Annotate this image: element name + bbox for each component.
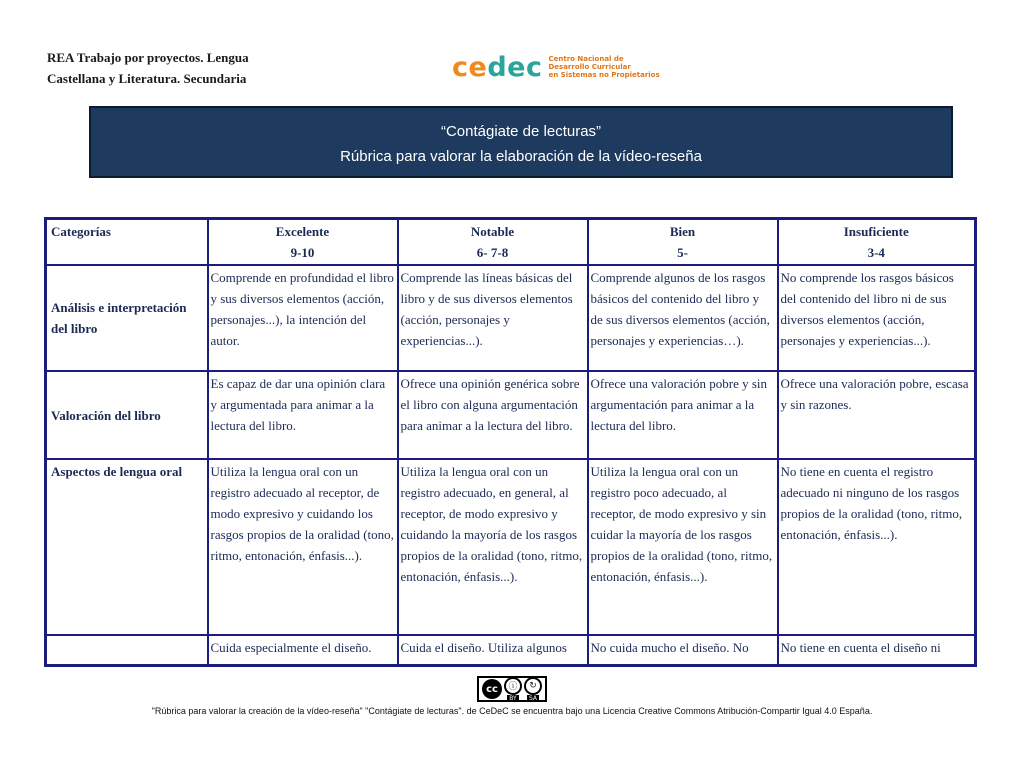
title-line-1: “Contágiate de lecturas” bbox=[440, 123, 602, 140]
table-cell: Ofrece una valoración pobre, escasa y sin razones. bbox=[778, 371, 976, 459]
table-cell: Utiliza la lengua oral con un registro adecuado al receptor, de modo expresivo y cuidando los rasgos propios de la oralidad (tono, ritmo, entonación, énfasis...). bbox=[208, 459, 398, 635]
header-categories: Categorías bbox=[46, 219, 208, 266]
table-cell: Utiliza la lengua oral con un registro adecuado, en general, al receptor, de modo expresivo y cuidando la mayoría de los rasgos propios de la oralidad (tono, ritmo, entonación, énfasis...). bbox=[398, 459, 588, 635]
table-cell: Ofrece una opinión genérica sobre el libro con alguna argumentación para animar a la lectura del libro. bbox=[398, 371, 588, 459]
table-cell: Es capaz de dar una opinión clara y argumentada para animar a la lectura del libro. bbox=[208, 371, 398, 459]
cc-license-badge[interactable]: cc ⓘ BY ↻ SA bbox=[477, 676, 547, 702]
cc-icon: cc bbox=[482, 679, 502, 699]
header-insuficiente: Insuficiente 3-4 bbox=[778, 219, 976, 266]
header-line-1: REA Trabajo por proyectos. Lengua bbox=[47, 50, 249, 65]
table-row bbox=[46, 459, 976, 635]
table-row bbox=[46, 371, 976, 459]
table-cell: Comprende algunos de los rasgos básicos del contenido del libro y de sus diversos elementos (acción, personajes y experiencias…). bbox=[588, 265, 778, 371]
table-cell: Cuida especialmente el diseño. bbox=[208, 635, 398, 665]
table-cell: No tiene en cuenta el diseño ni bbox=[778, 635, 976, 665]
header-row bbox=[46, 219, 976, 266]
table-row bbox=[46, 635, 976, 665]
header-notable: Notable 6- 7-8 bbox=[398, 219, 588, 266]
share-alike-icon: ↻ bbox=[524, 677, 542, 695]
row-category: Aspectos de lengua oral bbox=[46, 459, 208, 635]
header-line-2: Castellana y Literatura. Secundaria bbox=[47, 71, 247, 86]
table-cell: No tiene en cuenta el registro adecuado ni ninguno de los rasgos propios de la oralidad (tono, ritmo, entonación, énfasis...). bbox=[778, 459, 976, 635]
table-cell: Comprende las líneas básicas del libro y de sus diversos elementos (acción, personajes y experiencias...). bbox=[398, 265, 588, 371]
row-category: Valoración del libro bbox=[46, 371, 208, 459]
table-row bbox=[46, 265, 976, 371]
table-cell: Utiliza la lengua oral con un registro poco adecuado, al receptor, de modo expresivo y sin cuidar la mayoría de los rasgos propios de la oralidad (tono, ritmo, entonación, énfasis...). bbox=[588, 459, 778, 635]
logo-wordmark: cedec bbox=[452, 51, 543, 83]
row-category: Análisis e interpretación del libro bbox=[46, 265, 208, 371]
license-text: "Rúbrica para valorar la creación de la vídeo-reseña" "Contágiate de lecturas". de CeDeC se encuentra bajo una Licencia Creative Commons Atribución-Compartir Igual 4.0 España. bbox=[151, 706, 873, 716]
page-footer bbox=[0, 676, 1024, 716]
header-bien: Bien 5- bbox=[588, 219, 778, 266]
table-cell: Cuida el diseño. Utiliza algunos bbox=[398, 635, 588, 665]
rubric-table bbox=[44, 217, 977, 667]
logo-subtitle: Centro Nacional de Desarrollo Curricular en Sistemas no Propietarios bbox=[548, 55, 660, 79]
person-icon: ⓘ bbox=[504, 677, 522, 695]
title-banner bbox=[89, 106, 953, 178]
document-header bbox=[47, 47, 249, 89]
title-line-2: Rúbrica para valorar la elaboración de la vídeo-reseña bbox=[340, 148, 702, 165]
table-cell: Ofrece una valoración pobre y sin argumentación para animar a la lectura del libro. bbox=[588, 371, 778, 459]
table-cell: No cuida mucho el diseño. No bbox=[588, 635, 778, 665]
table-cell: No comprende los rasgos básicos del contenido del libro ni de sus diversos elementos (acción, personajes y experiencias...). bbox=[778, 265, 976, 371]
table-cell: Comprende en profundidad el libro y sus diversos elementos (acción, personajes...), la intención del autor. bbox=[208, 265, 398, 371]
header-excelente: Excelente 9-10 bbox=[208, 219, 398, 266]
row-category bbox=[46, 635, 208, 665]
cedec-logo bbox=[452, 50, 660, 84]
